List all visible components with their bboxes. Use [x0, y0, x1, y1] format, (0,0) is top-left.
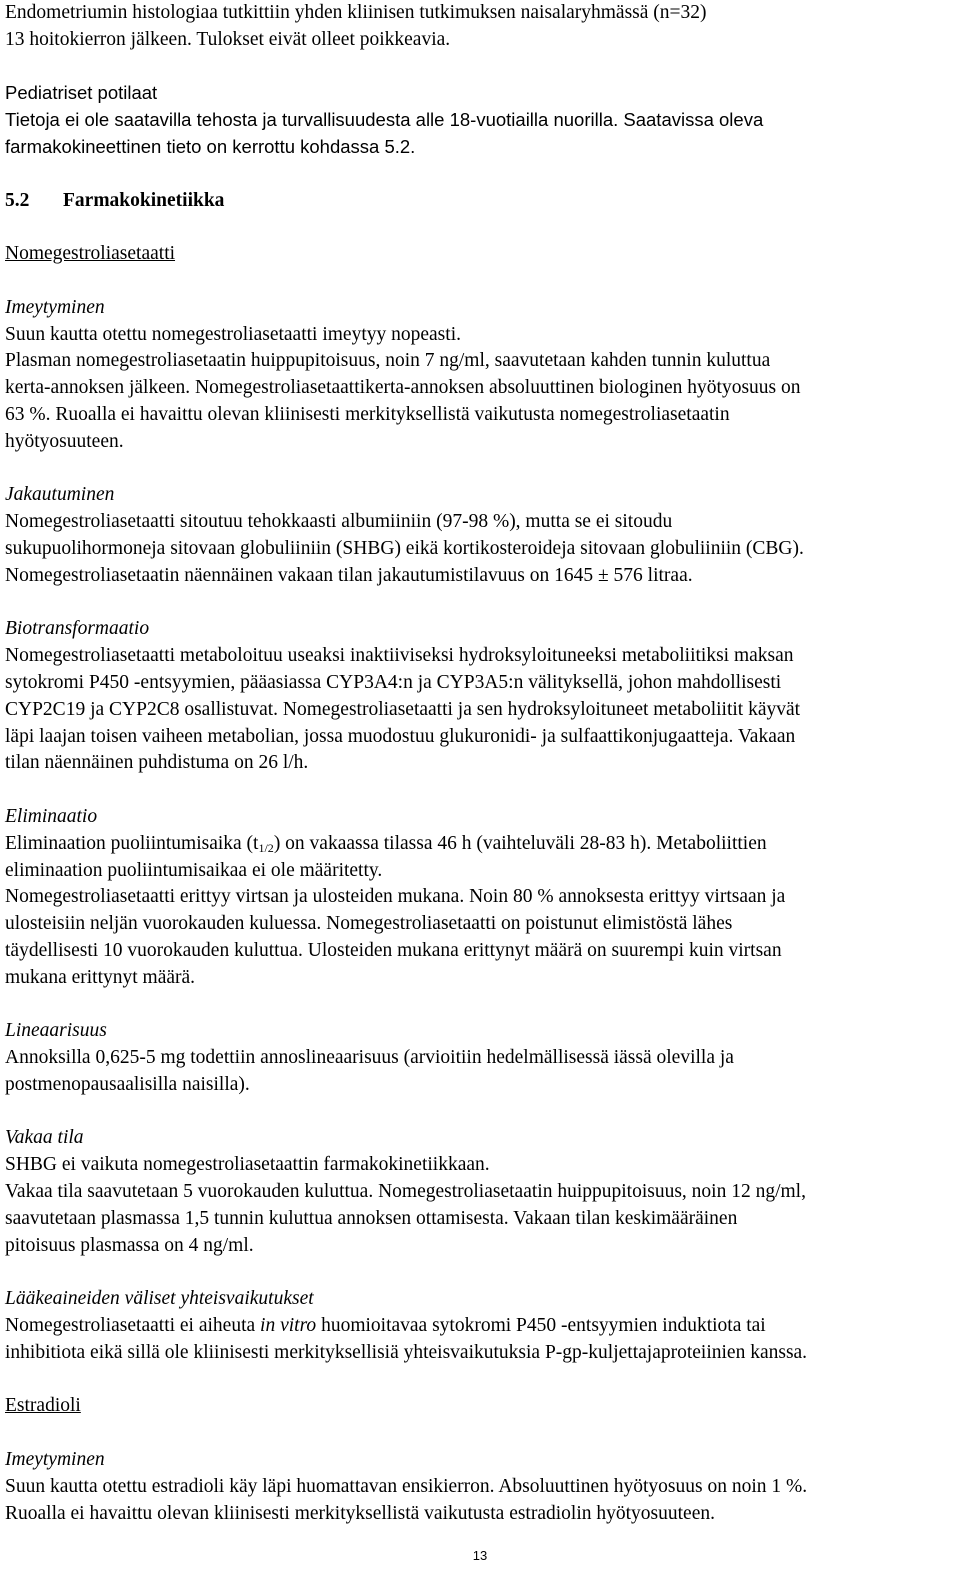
page-number: 13 — [472, 1548, 488, 1563]
steady-state-line-2: Vakaa tila saavutetaan 5 vuorokauden kuluttua. Nomegestroliasetaatin huippupitoisuus, noin 12 ng/ml, — [5, 1181, 806, 1203]
distribution-line-1: Nomegestroliasetaatti sitoutuu tehokkaasti albumiiniin (97-98 %), mutta se ei sitoudu — [5, 511, 673, 533]
estradiol-absorption-heading: Imeytyminen — [5, 1449, 105, 1471]
elimination-line-5: täydellisesti 10 vuorokauden kuluttua. Ulosteiden mukana erittynyt määrä on suurempi kuin virtsan — [5, 939, 782, 961]
steady-state-line-3: saavutetaan plasmassa 1,5 tunnin kuluttua annoksen ottamisesta. Vakaan tilan keskimääräinen — [5, 1207, 738, 1229]
absorption-line-1: Suun kautta otettu nomegestroliasetaatti imeytyy nopeasti. — [5, 323, 461, 345]
spacer — [5, 1420, 955, 1447]
steady-state-line-4: pitoisuus plasmassa on 4 ng/ml. — [5, 1234, 254, 1256]
spacer — [5, 161, 955, 188]
estradiol-absorption-line-1: Suun kautta otettu estradioli käy läpi huomattavan ensikierron. Absoluuttinen hyötyosuus on noin 1 %. — [5, 1475, 808, 1497]
spacer — [5, 1259, 955, 1286]
interactions-line-2: inhibitiota eikä sillä ole kliinisesti merkityksellisiä yhteisvaikutuksia P-gp-kuljettajaproteiinien kanssa. — [5, 1341, 808, 1363]
absorption-line-4: 63 %. Ruoalla ei havaittu olevan kliinisesti merkityksellistä vaikutusta nomegestroliasetaatin — [5, 403, 730, 425]
elimination-heading: Eliminaatio — [5, 805, 98, 827]
nomac-heading: Nomegestroliasetaatti — [5, 243, 176, 265]
halflife-subscript: 1/2 — [258, 840, 274, 855]
halflife-text-end: ) on vakaassa tilassa 46 h (vaihteluväli 28-83 h). Metaboliittien — [273, 832, 767, 854]
pediatric-heading: Pediatriset potilaat — [5, 82, 158, 104]
interactions-heading: Lääkeaineiden väliset yhteisvaikutukset — [5, 1288, 314, 1310]
section-title: Farmakokinetiikka — [63, 189, 225, 211]
absorption-line-5: hyötyosuuteen. — [5, 430, 124, 452]
biotransformation-line-1: Nomegestroliasetaatti metaboloituu useaksi inaktiiviseksi hydroksyloituneeksi metaboliitiksi maksan — [5, 645, 794, 667]
in-vitro-term: in vitro — [260, 1315, 317, 1337]
intro-line-2: 13 hoitokierron jälkeen. Tulokset eivät olleet poikkeavia. — [5, 28, 451, 50]
interactions-text-end: huomioitavaa sytokromi P450 -entsyymien induktiota tai — [316, 1315, 766, 1337]
estradiol-heading: Estradioli — [5, 1395, 81, 1417]
section-heading — [5, 188, 955, 215]
document-page — [5, 0, 955, 1527]
elimination-line-3: Nomegestroliasetaatti erittyy virtsan ja ulosteiden mukana. Noin 80 % annoksesta erittyy virtsaan ja — [5, 886, 786, 908]
biotransformation-line-5: tilan näennäinen puhdistuma on 26 l/h. — [5, 752, 309, 774]
pediatric-line-1: Tietoja ei ole saatavilla tehosta ja turvallisuudesta alle 18-vuotiailla nuorilla. Saatavissa oleva — [5, 109, 764, 131]
spacer — [5, 991, 955, 1018]
distribution-heading: Jakautuminen — [5, 484, 115, 506]
intro-line-1: Endometriumin histologiaa tutkittiin yhden kliinisen tutkimuksen naisalaryhmässä (n=32) — [5, 2, 707, 23]
steady-state-line-1: SHBG ei vaikuta nomegestroliasetaattin farmakokinetiikkaan. — [5, 1154, 490, 1176]
section-number: 5.2 — [5, 189, 30, 211]
elimination-line-4: ulosteisiin neljän vuorokauden kuluessa. Nomegestroliasetaatti on poistunut elimistöstä lähes — [5, 913, 733, 935]
absorption-line-2: Plasman nomegestroliasetaatin huippupitoisuus, noin 7 ng/ml, saavutetaan kahden tunnin kuluttua — [5, 350, 771, 372]
spacer — [5, 777, 955, 804]
steady-state-heading: Vakaa tila — [5, 1127, 84, 1149]
elimination-line-6: mukana erittynyt määrä. — [5, 966, 196, 988]
linearity-line-2: postmenopausaalisilla naisilla). — [5, 1073, 250, 1095]
elimination-halflife-line — [5, 831, 955, 858]
interactions-text-start: Nomegestroliasetaatti ei aiheuta — [5, 1315, 261, 1337]
spacer — [5, 1099, 955, 1126]
spacer — [5, 268, 955, 295]
spacer — [5, 1367, 955, 1394]
spacer — [5, 54, 955, 81]
estradiol-absorption-line-2: Ruoalla ei havaittu olevan kliinisesti merkityksellistä vaikutusta estradiolin hyötyosuuteen. — [5, 1502, 715, 1524]
distribution-line-2: sukupuolihormoneja sitovaan globuliiniin (SHBG) eikä kortikosteroideja sitovaan globuliiniin (CBG). — [5, 537, 804, 559]
absorption-line-3: kerta-annoksen jälkeen. Nomegestroliasetaattikerta-annoksen absoluuttinen biologinen hyötyosuus on — [5, 377, 801, 399]
pediatric-line-2: farmakokineettinen tieto on kerrottu kohdassa 5.2. — [5, 135, 416, 157]
spacer — [5, 590, 955, 617]
biotransformation-heading: Biotransformaatio — [5, 618, 150, 640]
elimination-line-2: eliminaation puoliintumisaikaa ei ole määritetty. — [5, 859, 383, 881]
biotransformation-line-3: CYP2C19 ja CYP2C8 osallistuvat. Nomegestroliasetaatti ja sen hydroksyloituneet metaboliitit käyvät — [5, 698, 801, 720]
spacer — [5, 456, 955, 483]
linearity-line-1: Annoksilla 0,625-5 mg todettiin annoslineaarisuus (arvioitiin hedelmällisessä iässä olevilla ja — [5, 1047, 734, 1069]
absorption-heading: Imeytyminen — [5, 296, 105, 318]
biotransformation-line-2: sytokromi P450 -entsyymien, pääasiassa CYP3A4:n ja CYP3A5:n välityksellä, johon mahdollisesti — [5, 671, 782, 693]
biotransformation-line-4: läpi laajan toisen vaiheen metabolian, jossa muodostuu glukuronidi- ja sulfaattikonjugaatteja. Vakaan — [5, 725, 796, 747]
distribution-line-3: Nomegestroliasetaatin näennäinen vakaan tilan jakautumistilavuus on 1645 ± 576 litraa. — [5, 564, 693, 586]
interactions-line-1 — [5, 1313, 955, 1340]
spacer — [5, 214, 955, 241]
linearity-heading: Lineaarisuus — [5, 1020, 107, 1042]
halflife-text-start: Eliminaation puoliintumisaika (t — [5, 832, 259, 854]
